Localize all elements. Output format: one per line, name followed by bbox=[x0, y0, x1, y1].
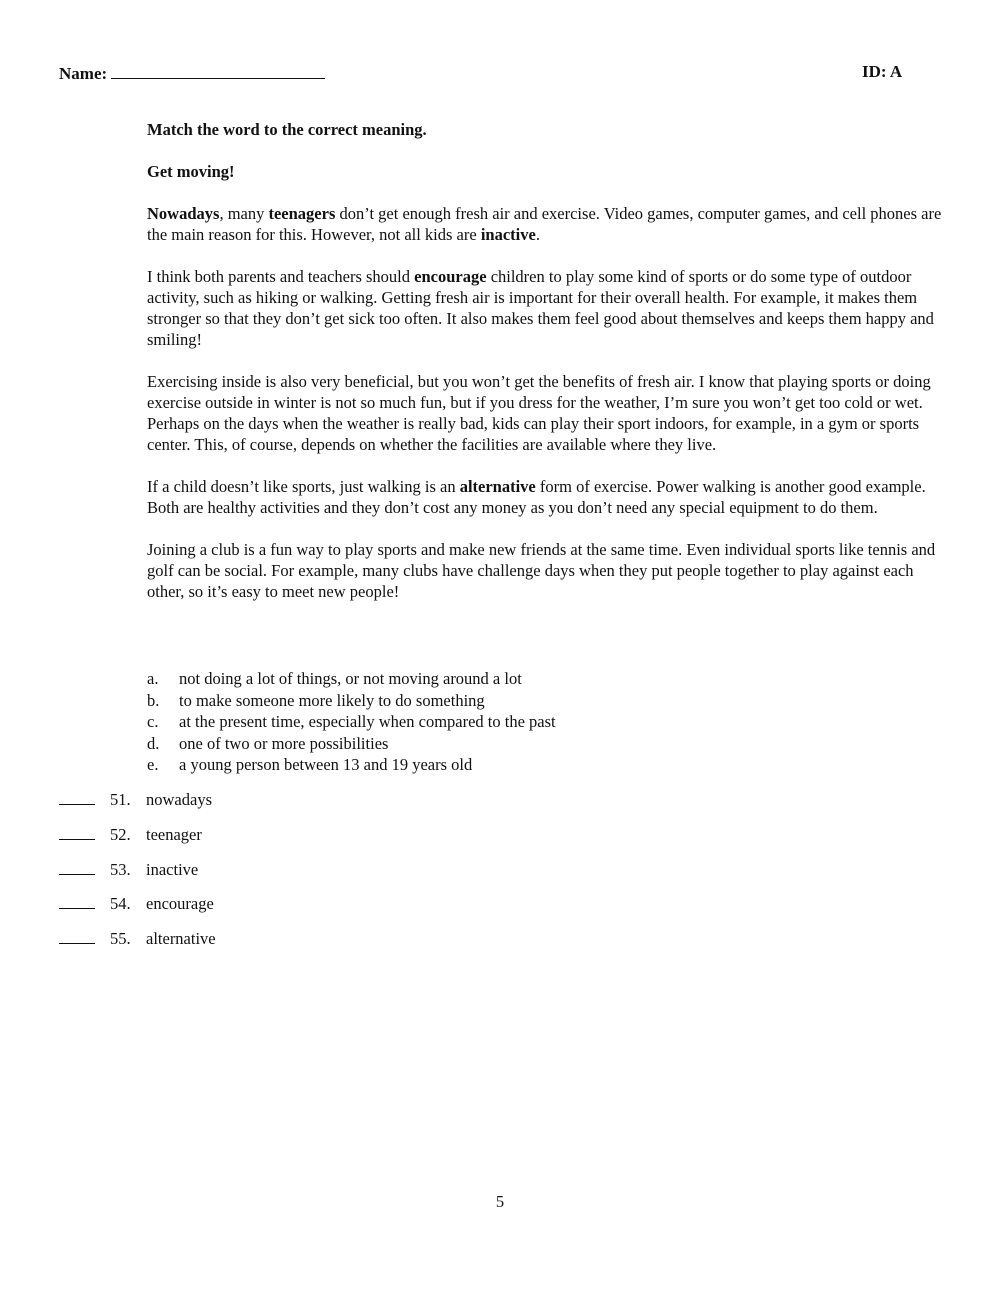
paragraph-text: . bbox=[535, 225, 540, 244]
passage-paragraph-2 bbox=[147, 266, 942, 350]
answer-blank[interactable] bbox=[59, 789, 95, 805]
question-52 bbox=[59, 824, 216, 859]
question-number: 52. bbox=[110, 824, 131, 844]
paragraph-text: , many bbox=[219, 204, 269, 223]
paragraph-text: I think both parents and teachers should bbox=[147, 267, 415, 286]
option-letter: e. bbox=[147, 755, 159, 774]
question-55 bbox=[59, 928, 216, 963]
option-text: at the present time, especially when compared to the past bbox=[179, 712, 556, 731]
question-word: alternative bbox=[146, 929, 216, 949]
keyword-alternative: alternative bbox=[459, 477, 536, 496]
passage-title: Get moving! bbox=[147, 162, 235, 181]
option-text: a young person between 13 and 19 years old bbox=[179, 755, 473, 774]
question-word: nowadays bbox=[146, 790, 212, 809]
option-text: one of two or more possibilities bbox=[179, 733, 389, 753]
option-letter: a. bbox=[147, 669, 159, 688]
option-b bbox=[147, 690, 556, 712]
question-word: teenager bbox=[146, 824, 202, 844]
instruction-text: Match the word to the correct meaning. bbox=[147, 120, 427, 139]
question-54 bbox=[59, 893, 216, 928]
option-d bbox=[147, 733, 556, 755]
keyword-encourage: encourage bbox=[414, 267, 487, 286]
page-number: 5 bbox=[495, 1192, 505, 1211]
keyword-inactive: inactive bbox=[480, 225, 536, 244]
question-word: encourage bbox=[146, 894, 214, 914]
answer-blank[interactable] bbox=[59, 893, 95, 909]
passage-paragraph-1 bbox=[147, 203, 942, 245]
question-51 bbox=[59, 789, 216, 824]
option-a bbox=[147, 668, 556, 690]
paragraph-text: don’t get enough fresh air and exercise. Video games, computer games, and cell phones are the main reason for this. However, not all kids are bbox=[147, 204, 942, 244]
passage-paragraph-3: Exercising inside is also very beneficial, but you won’t get the benefits of fresh air. I know that playing sports or doing exercise outside in winter is not so much fun, but if you dress for the weather, I’m sure you won’t get too cold or wet. Perhaps on the days when the weather is really bad, kids can play their sport indoors, for example, in a gym or sports center. This, of course, depends on whether the facilities are available where they live. bbox=[147, 372, 931, 454]
name-field bbox=[59, 61, 325, 84]
answer-blank[interactable] bbox=[59, 928, 95, 944]
question-53 bbox=[59, 859, 216, 894]
option-e bbox=[147, 754, 556, 776]
meaning-options-list bbox=[147, 668, 556, 776]
question-number: 54. bbox=[110, 894, 131, 914]
question-number: 53. bbox=[110, 859, 131, 879]
worksheet-content bbox=[147, 119, 942, 602]
question-word: inactive bbox=[146, 859, 199, 879]
answer-blank[interactable] bbox=[59, 859, 95, 875]
paragraph-text: form of exercise. Power walking is another good example. Both are healthy activities and they don’t cost any money as you don’t need any special equipment to do them. bbox=[147, 477, 926, 517]
name-blank[interactable] bbox=[111, 61, 325, 79]
answer-blank[interactable] bbox=[59, 824, 95, 840]
keyword-nowadays: Nowadays bbox=[147, 204, 220, 223]
id-label: ID: A bbox=[862, 62, 903, 81]
option-c bbox=[147, 711, 556, 733]
paragraph-text: children to play some kind of sports or do some type of outdoor activity, such as hiking or walking. Getting fresh air is important for their overall health. For example, it makes them stronger so that they don’t get sick too often. It also makes them feel good about themselves and keeps them happy and smiling! bbox=[147, 267, 934, 349]
option-text: not doing a lot of things, or not moving around a lot bbox=[179, 669, 522, 688]
passage-paragraph-5: Joining a club is a fun way to play sports and make new friends at the same time. Even individual sports like tennis and golf can be social. For example, many clubs have challenge days when they put people together to play against each other, so it’s easy to meet new people! bbox=[147, 540, 936, 601]
question-number: 55. bbox=[110, 929, 131, 949]
name-label: Name: bbox=[59, 64, 108, 83]
option-letter: d. bbox=[147, 733, 160, 753]
passage-paragraph-4 bbox=[147, 476, 942, 518]
keyword-teenagers: teenagers bbox=[268, 204, 336, 223]
matching-questions-list bbox=[59, 789, 216, 963]
option-text: to make someone more likely to do something bbox=[179, 690, 485, 710]
option-letter: c. bbox=[147, 712, 159, 731]
question-number: 51. bbox=[110, 790, 131, 809]
paragraph-text: If a child doesn’t like sports, just walking is an bbox=[147, 477, 460, 496]
option-letter: b. bbox=[147, 690, 160, 710]
